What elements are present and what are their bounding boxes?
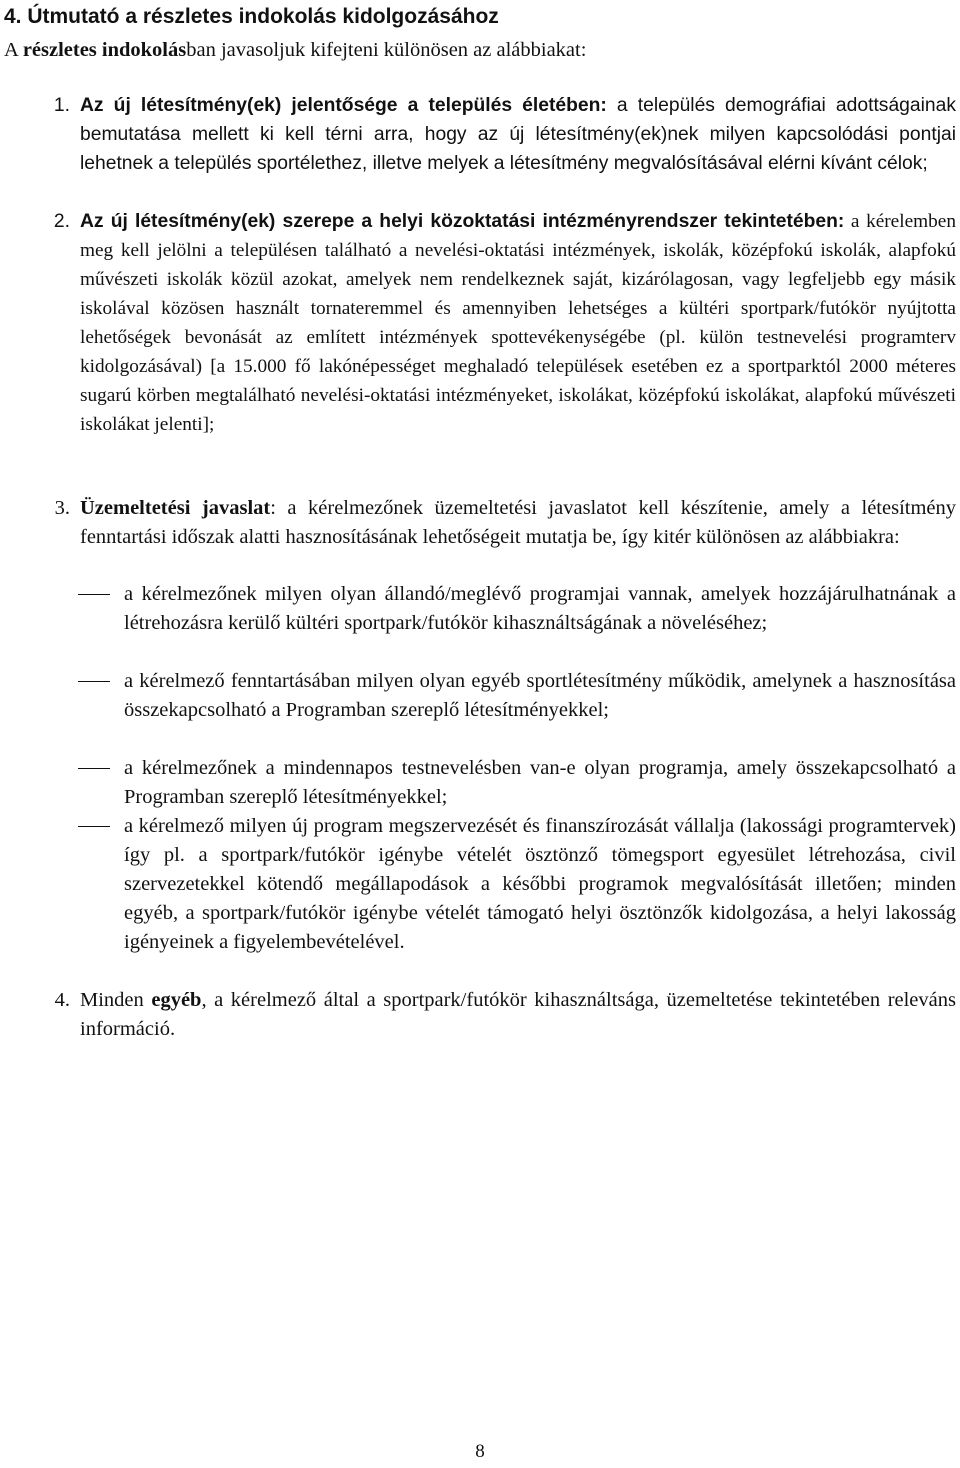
list-number: 2. [53,211,70,232]
list-item-title: Az új létesítmény(ek) jelentősége a település életében: [80,95,607,116]
list-item-3 [54,494,956,552]
sub-item-1 [124,580,956,638]
list-number: 3. [54,497,70,519]
list-item-text: : a kérelmezőnek üzemeltetési javaslatot kell készítenie, amely a létesítmény fenntartási időszak alatti hasznosításának lehetőségeit mutatja be, így kitér különösen az alábbiakra: [80,497,956,548]
page-number: 8 [475,1441,485,1462]
intro-paragraph [4,36,944,65]
intro-text: ban javasoljuk kifejteni különösen az alábbiakat: [186,39,587,61]
sub-item-text: a kérelmező milyen új program megszervezését és finanszírozását vállalja (lakossági programtervek) így pl. a sportpark/futókör igénybe vételét ösztönző tömegsport egyesület létrehozása, civil szervezetekkel kötendő megállapodások a későbbi programok megvalósítását illetően; minden egyéb, a sportpark/futókör igénybe vételét támogató helyi ösztönzők kidolgozása, a helyi lakosság igényeinek a figyelembevételével. [124,815,956,953]
sub-item-2 [124,667,956,725]
section-heading: 4. Útmutató a részletes indokolás kidolgozásához [4,5,499,28]
sub-item-3 [124,754,956,812]
intro-prefix: A [4,39,23,61]
list-item-title: egyéb [151,989,202,1011]
sub-item-text: a kérelmezőnek a mindennapos testnevelésben van-e olyan programja, amely összekapcsolható a Programban szereplő létesítményekkel; [124,757,956,808]
list-item-title: Üzemeltetési javaslat [80,497,271,519]
dash-bullet-icon [78,768,110,769]
intro-bold: részletes indokolás [22,39,187,61]
list-item-1 [53,91,956,178]
list-item-title: Az új létesítmény(ek) szerepe a helyi közoktatási intézményrendszer tekintetében: [80,211,845,232]
list-item-4 [54,986,956,1044]
list-number: 1. [53,95,70,116]
dash-bullet-icon [78,594,110,595]
list-item-text: a kérelemben meg kell jelölni a településen található a nevelési-oktatási intézmények, iskolák, középfokú iskolák, alapfokú művészeti iskolák közül azokat, amelyek nem rendelkeznek saját, kizárólagosan, vagy legfeljebb egy másik iskolával közösen használt tornateremmel és amennyiben lehetséges a kültéri sportpark/futókör nyújtotta lehetőségek bevonását az említett intézmények spottevékenységébe (pl. külön testnevelési programterv kidolgozásával) [a 15.000 fő lakónépességet meghaladó települések esetében ez a sportparktól 2000 méteres sugarú körben megtalálható nevelési-oktatási intézményeket, iskolákat, középfokú iskolákat, alapfokú művészeti iskolákat jelenti]; [80,211,956,435]
list-item-prefix: Minden [80,989,152,1011]
sub-item-text: a kérelmezőnek milyen olyan állandó/meglévő programjai vannak, amelyek hozzájárulhatnának a létrehozásra kerülő kültéri sportpark/futókör kihasználtságának a növeléséhez; [124,583,956,634]
sub-item-text: a kérelmező fenntartásában milyen olyan egyéb sportlétesítmény működik, amelynek a hasznosítása összekapcsolható a Programban szereplő létesítményekkel; [124,670,956,721]
dash-bullet-icon [78,681,110,682]
list-item-text: , a kérelmező által a sportpark/futókör kihasználtsága, üzemeltetése tekintetében releváns információ. [80,989,956,1040]
dash-bullet-icon [78,826,110,827]
list-item-text: a település demográfiai adottságainak bemutatása mellett ki kell térni arra, hogy az új létesítmény(ek)nek milyen kapcsolódási pontjai lehetnek a település sportélethez, illetve melyek a létesítmény megvalósításával elérni kívánt célok; [80,95,956,174]
list-number: 4. [54,989,70,1011]
sub-item-4 [124,812,956,957]
list-item-2 [53,207,956,439]
